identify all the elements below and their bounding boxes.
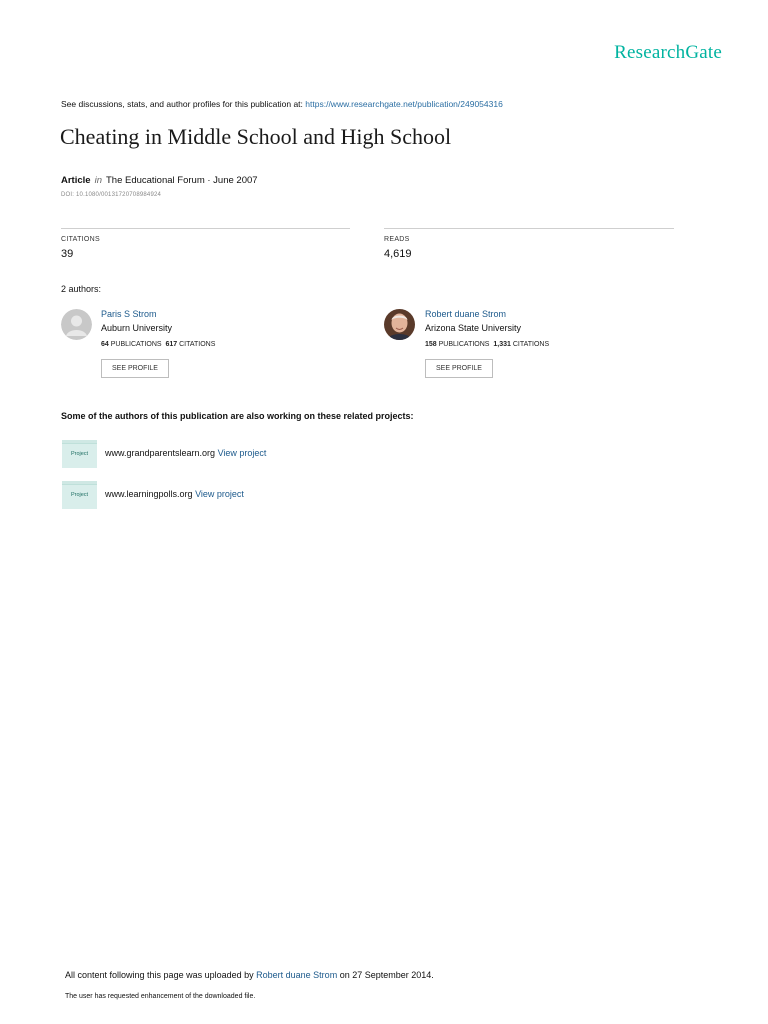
project-name: www.grandparentslearn.org	[105, 448, 216, 458]
author-photo-avatar[interactable]	[384, 309, 415, 340]
article-doi: DOI: 10.1080/00131720708984924	[61, 192, 162, 198]
article-in-word: in	[94, 175, 102, 186]
author-institution: Arizona State University	[425, 323, 522, 333]
author-name[interactable]: Robert duane Strom	[425, 309, 507, 319]
author-publications-label: PUBLICATIONS	[438, 341, 490, 348]
project-folder-icon	[62, 440, 97, 467]
authors-heading: 2 authors:	[61, 284, 102, 294]
project-icon-label: Project	[70, 451, 89, 457]
citations-value: 39	[61, 248, 74, 260]
project-item	[105, 489, 244, 499]
article-title: Cheating in Middle School and High School	[60, 124, 452, 149]
article-meta	[61, 175, 258, 186]
see-profile-button[interactable]: SEE PROFILE	[425, 359, 493, 378]
author-name[interactable]: Paris S Strom	[101, 309, 157, 319]
publication-url-link[interactable]: https://www.researchgate.net/publication/249054316	[305, 99, 503, 109]
uploader-link[interactable]: Robert duane Strom	[256, 970, 338, 980]
upload-prefix: All content following this page was uploaded by	[65, 970, 254, 980]
author-stats	[425, 341, 549, 348]
author-institution: Auburn University	[101, 323, 173, 333]
project-icon-label: Project	[70, 492, 89, 498]
project-name: www.learningpolls.org	[105, 489, 193, 499]
reads-label: READS	[384, 236, 410, 243]
author-citations-count: 617	[165, 341, 178, 348]
view-project-link[interactable]: View project	[217, 448, 267, 458]
author-citations-label: CITATIONS	[179, 341, 216, 348]
author-publications-count: 64	[101, 341, 109, 348]
related-projects-heading: Some of the authors of this publication are also working on these related projects:	[61, 411, 414, 421]
upload-suffix: on 27 September 2014.	[339, 970, 434, 980]
enhancement-note: The user has requested enhancement of the downloaded file.	[65, 993, 256, 1000]
author-publications-count: 158	[425, 341, 437, 348]
reads-value: 4,619	[384, 248, 412, 260]
article-venue-date: The Educational Forum · June 2007	[105, 175, 258, 186]
researchgate-logo[interactable]: ResearchGate	[614, 42, 722, 63]
see-discussions-line	[61, 99, 503, 109]
see-profile-button[interactable]: SEE PROFILE	[101, 359, 169, 378]
citations-divider	[61, 228, 350, 229]
reads-divider	[384, 228, 674, 229]
avatar-placeholder-icon[interactable]	[61, 309, 92, 340]
project-item	[105, 448, 266, 458]
author-citations-count: 1,331	[493, 341, 511, 348]
article-kind: Article	[61, 175, 91, 186]
author-publications-label: PUBLICATIONS	[110, 341, 162, 348]
upload-notice	[65, 970, 434, 980]
project-folder-icon	[62, 481, 97, 508]
author-citations-label: CITATIONS	[512, 341, 550, 348]
view-project-link[interactable]: View project	[195, 489, 244, 499]
citations-label: CITATIONS	[61, 236, 100, 243]
see-discussions-text: See discussions, stats, and author profiles for this publication at:	[61, 99, 303, 109]
author-stats	[101, 341, 215, 348]
